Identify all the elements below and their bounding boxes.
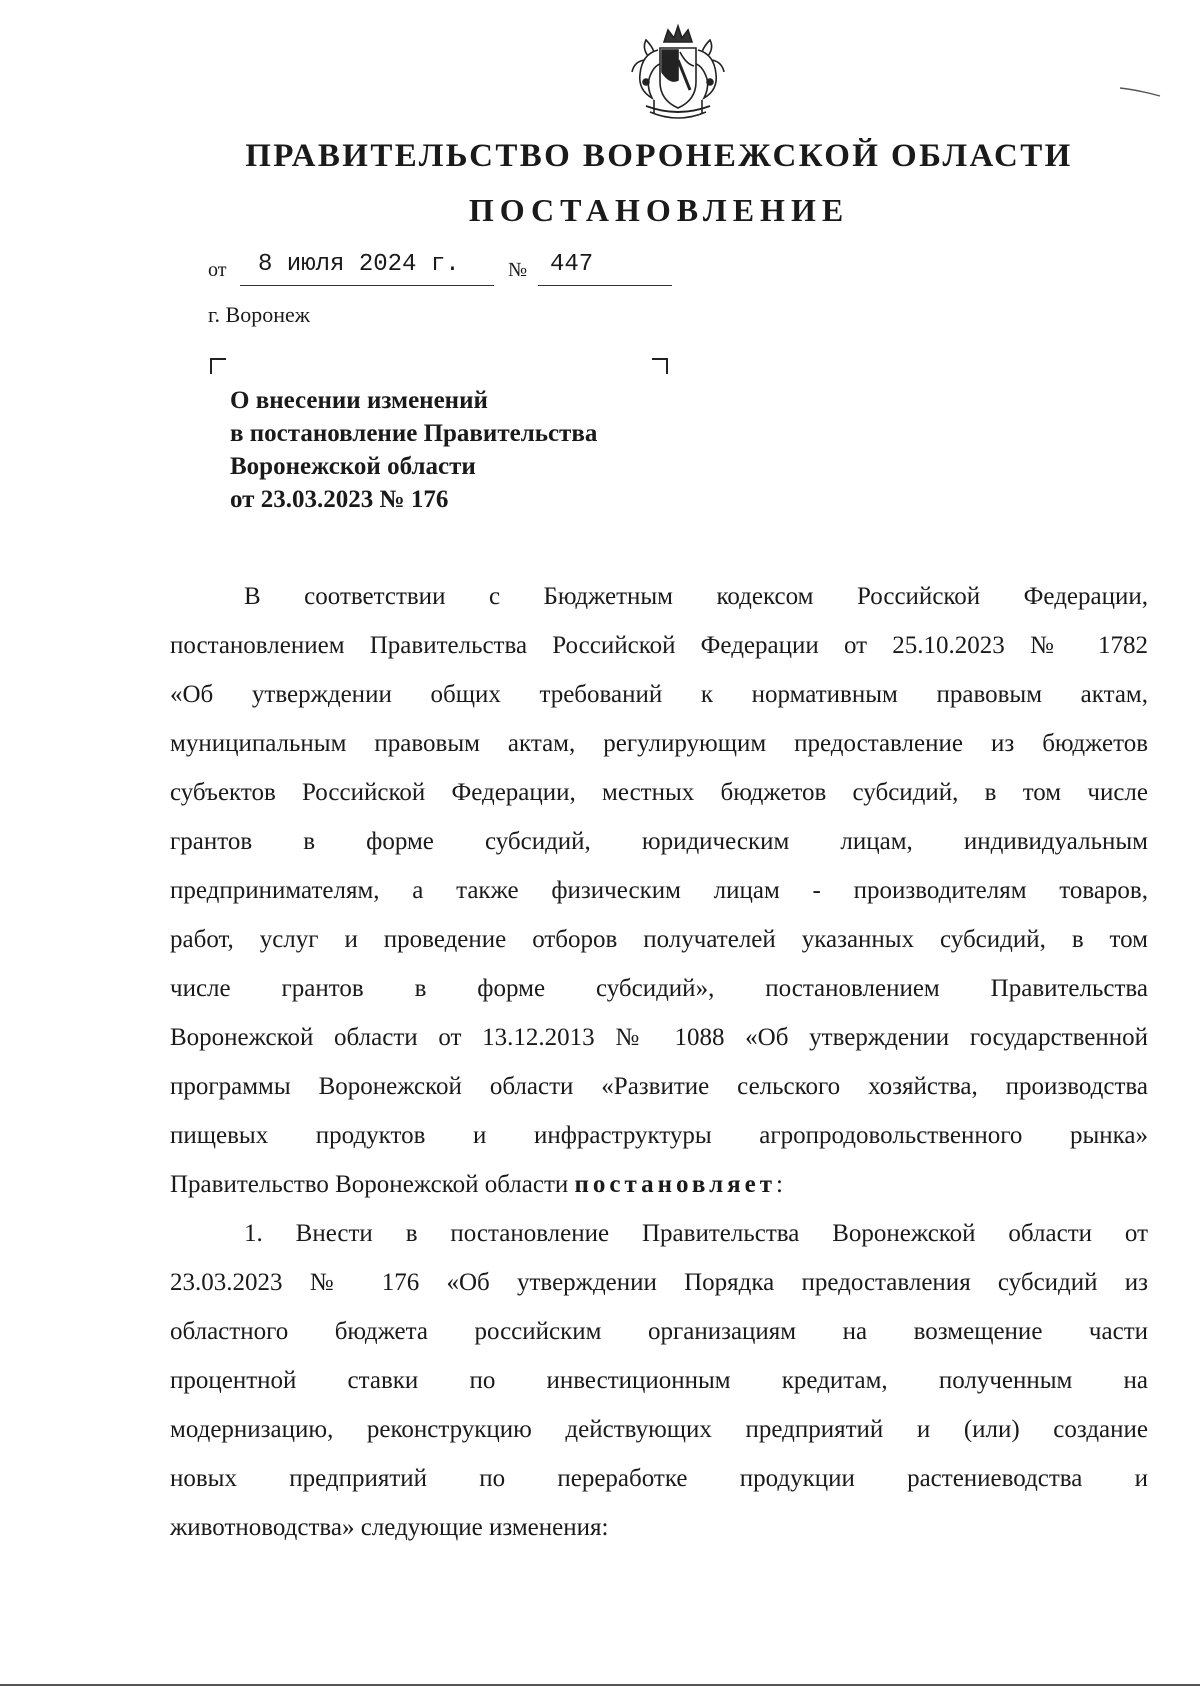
body-line: постановлением Правительства Российской Федерации от 25.10.2023 № 1782	[170, 632, 1148, 659]
body-line: субъектов Российской Федерации, местных бюджетов субсидий, в том числе	[170, 779, 1148, 806]
body-line: 1. Внести в постановление Правительства Воронежской области от	[244, 1220, 1148, 1247]
body-line: модернизацию, реконструкцию действующих предприятий и (или) создание	[170, 1416, 1148, 1443]
body-line: Воронежской области от 13.12.2013 № 1088 «Об утверждении государственной	[170, 1024, 1148, 1051]
body-line: предпринимателям, а также физическим лицам - производителям товаров,	[170, 877, 1148, 904]
body-line: новых предприятий по переработке продукции растениеводства и	[170, 1465, 1148, 1492]
subject-line: от 23.03.2023 № 176	[230, 486, 449, 513]
body-line-decree	[170, 1168, 1148, 1202]
body-line: В соответствии с Бюджетным кодексом Российской Федерации,	[244, 583, 1148, 610]
body-line: «Об утверждении общих требований к нормативным правовым актам,	[170, 681, 1148, 708]
city: г. Воронеж	[208, 302, 310, 327]
document-subject	[230, 384, 690, 516]
subject-line: в постановление Правительства	[230, 420, 598, 447]
subject-line: О внесении изменений	[230, 387, 488, 414]
scan-mark	[1118, 84, 1162, 98]
organization-title: ПРАВИТЕЛЬСТВО ВОРОНЕЖСКОЙ ОБЛАСТИ	[245, 138, 1073, 174]
body-line: числе грантов в форме субсидий», постановлением Правительства	[170, 975, 1148, 1002]
body-line: работ, услуг и проведение отборов получателей указанных субсидий, в том	[170, 926, 1148, 953]
body-line: муниципальным правовым актам, регулирующим предоставление из бюджетов	[170, 730, 1148, 757]
subject-corner-right	[652, 358, 668, 374]
decree-word: постановляет	[574, 1171, 776, 1198]
date-label: от	[208, 259, 227, 281]
body-line: пищевых продуктов и инфраструктуры агропродовольственного рынка»	[170, 1122, 1148, 1149]
decree-colon: :	[776, 1171, 783, 1198]
number-label: №	[508, 259, 528, 281]
date-number-line	[208, 246, 678, 286]
coat-of-arms-emblem	[624, 20, 732, 128]
body-line: областного бюджета российским организациям на возмещение части	[170, 1318, 1148, 1345]
page-bottom-edge	[0, 1684, 1200, 1686]
date-underline	[240, 285, 494, 286]
decree-subject: Правительство Воронежской области	[170, 1171, 575, 1198]
body-line: животноводства» следующие изменения:	[170, 1514, 609, 1541]
number-underline	[538, 285, 672, 286]
number-value: 447	[550, 251, 594, 278]
subject-corner-left	[210, 358, 226, 374]
date-value: 8 июля 2024 г.	[258, 251, 460, 278]
body-line: грантов в форме субсидий, юридическим лицам, индивидуальным	[170, 828, 1148, 855]
document-type: ПОСТАНОВЛЕНИЕ	[468, 192, 850, 228]
body-line: программы Воронежской области «Развитие сельского хозяйства, производства	[170, 1073, 1148, 1100]
body-line: 23.03.2023 № 176 «Об утверждении Порядка предоставления субсидий из	[170, 1269, 1148, 1296]
body-line: процентной ставки по инвестиционным кредитам, полученным на	[170, 1367, 1148, 1394]
subject-line: Воронежской области	[230, 453, 476, 480]
